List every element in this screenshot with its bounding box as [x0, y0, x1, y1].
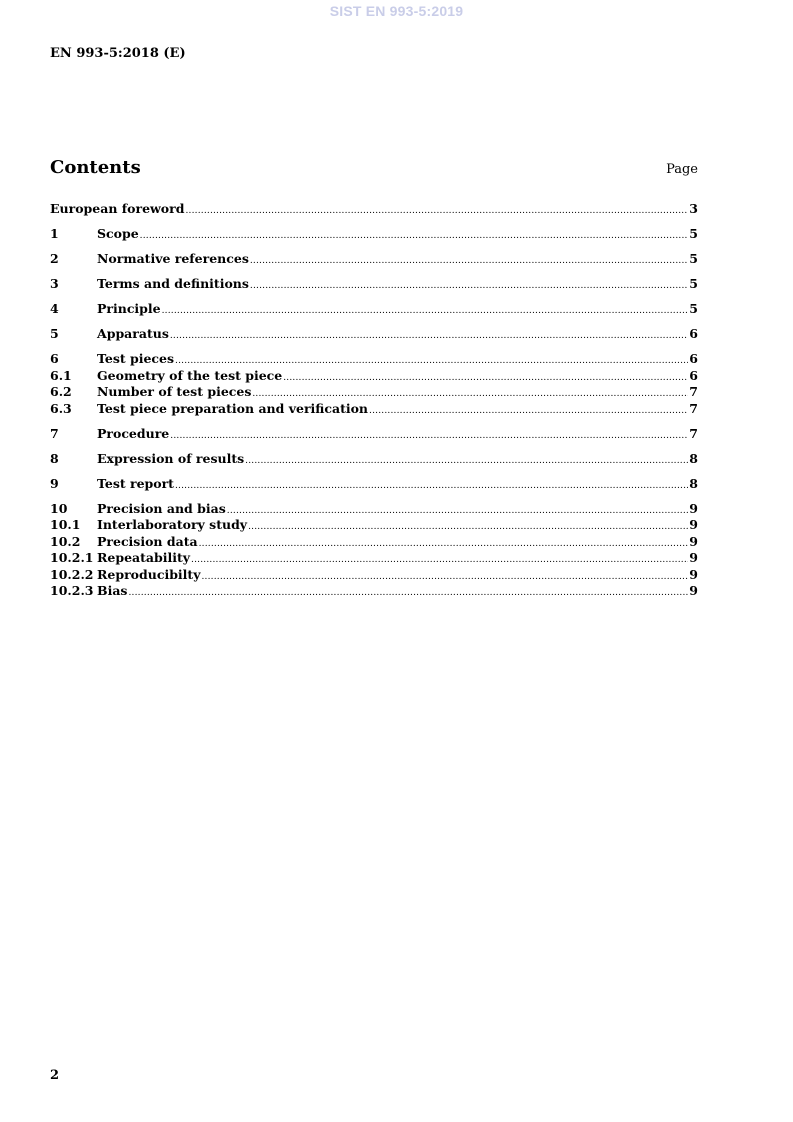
toc-leader-dots: [199, 536, 689, 553]
document-id: EN 993-5:2018 (E): [50, 46, 186, 61]
watermark: SIST EN 993-5:2019: [329, 3, 464, 19]
toc-entry-title: Principle: [97, 301, 161, 316]
toc-entry-number: 9: [50, 475, 59, 491]
toc-entry-page: 5: [689, 226, 698, 241]
toc-entry-precision-data[interactable]: [50, 534, 698, 551]
toc-entry-apparatus[interactable]: [50, 326, 698, 343]
page-column-label: Page: [666, 162, 698, 177]
contents-title: Contents: [50, 157, 141, 178]
toc-entry-geometry[interactable]: [50, 368, 698, 385]
toc-entry-title: Test pieces: [97, 351, 175, 366]
toc-entry-title: Bias: [97, 583, 128, 598]
toc-entry-title: Number of test pieces: [97, 384, 252, 399]
toc-entry-title: Repeatability: [97, 550, 191, 565]
page-number: 2: [50, 1068, 60, 1083]
toc-entry-number: 10.1: [50, 517, 81, 532]
toc-entry-number: 1: [50, 226, 59, 241]
toc-leader-dots: [245, 453, 688, 470]
toc-entry-page: 9: [689, 550, 698, 565]
toc-entry-title: Expression of results: [97, 450, 245, 466]
toc-entry-number: 5: [50, 326, 59, 341]
toc-entry-title: Geometry of the test piece: [97, 367, 283, 383]
toc-leader-dots: [128, 585, 688, 602]
toc-leader-dots: [250, 278, 688, 295]
toc-entry-title: European foreword: [50, 201, 185, 216]
toc-entry-number: 10.2: [50, 533, 81, 549]
toc-entry-page: 7: [689, 384, 698, 399]
toc-entry-number: 3: [50, 276, 59, 291]
toc-entry-number: 7: [50, 425, 59, 441]
toc-leader-dots: [248, 519, 688, 536]
toc-entry-normative-references[interactable]: [50, 251, 698, 268]
toc-entry-page: 9: [689, 566, 698, 582]
toc-entry-title: Precision data: [97, 533, 198, 549]
toc-entry-bias[interactable]: [50, 583, 698, 600]
toc-entry-page: 5: [689, 276, 698, 291]
toc-entry-title: Test piece preparation and verification: [97, 400, 369, 416]
toc-entry-page: 3: [689, 201, 698, 216]
toc-entry-title: Interlaboratory study: [97, 517, 248, 532]
toc-entry-number: 2: [50, 251, 59, 266]
toc-leader-dots: [175, 478, 688, 495]
toc-entry-title: Normative references: [97, 251, 249, 266]
toc-entry-number: 10.2.3: [50, 583, 94, 598]
toc-entry-number: 4: [50, 301, 59, 316]
toc-entry-terms-and-definitions[interactable]: [50, 276, 698, 293]
toc-leader-dots: [369, 403, 688, 420]
toc-entry-page: 8: [689, 475, 698, 491]
toc-entry-page: 9: [689, 500, 698, 516]
toc-entry-page: 6: [689, 326, 698, 341]
toc-entry-number: 6.3: [50, 400, 72, 416]
table-of-contents: [50, 201, 698, 600]
toc-entry-page: 8: [689, 450, 698, 466]
toc-entry-number: 10.2.1: [50, 550, 94, 565]
toc-leader-dots: [170, 428, 688, 445]
toc-entry-title: Precision and bias: [97, 500, 226, 516]
toc-entry-interlaboratory-study[interactable]: [50, 517, 698, 534]
toc-entry-number-of-test-pieces[interactable]: [50, 384, 698, 401]
toc-leader-dots: [191, 552, 688, 569]
toc-leader-dots: [227, 503, 689, 520]
toc-entry-title: Scope: [97, 226, 139, 241]
toc-entry-page: 7: [689, 400, 698, 416]
toc-leader-dots: [201, 569, 688, 586]
toc-leader-dots: [185, 203, 688, 220]
toc-entry-page: 9: [689, 517, 698, 532]
toc-leader-dots: [283, 370, 688, 387]
toc-entry-title: Apparatus: [97, 326, 169, 341]
toc-entry-reproducibility[interactable]: [50, 567, 698, 584]
toc-entry-number: 6: [50, 351, 59, 366]
toc-entry-page: 5: [689, 301, 698, 316]
toc-entry-title: Reproducibilty: [97, 566, 201, 582]
toc-entry-number: 6.1: [50, 367, 72, 383]
toc-entry-page: 6: [689, 367, 698, 383]
toc-leader-dots: [170, 328, 688, 345]
toc-entry-foreword[interactable]: [50, 201, 698, 218]
toc-leader-dots: [162, 303, 689, 320]
toc-entry-page: 7: [689, 425, 698, 441]
toc-entry-principle[interactable]: [50, 301, 698, 318]
toc-entry-test-pieces[interactable]: [50, 351, 698, 368]
toc-leader-dots: [250, 253, 688, 270]
toc-entry-repeatability[interactable]: [50, 550, 698, 567]
toc-entry-title: Terms and definitions: [97, 276, 249, 291]
toc-entry-expression-of-results[interactable]: [50, 451, 698, 468]
toc-entry-page: 9: [689, 583, 698, 598]
toc-entry-number: 10.2.2: [50, 566, 94, 582]
toc-entry-number: 8: [50, 450, 59, 466]
toc-entry-scope[interactable]: [50, 226, 698, 243]
toc-entry-number: 6.2: [50, 384, 72, 399]
toc-entry-page: 9: [689, 533, 698, 549]
toc-entry-test-report[interactable]: [50, 476, 698, 493]
toc-entry-title: Test report: [97, 475, 174, 491]
toc-entry-procedure[interactable]: [50, 426, 698, 443]
toc-entry-page: 6: [689, 351, 698, 366]
toc-entry-page: 5: [689, 251, 698, 266]
toc-entry-number: 10: [50, 500, 68, 516]
toc-entry-title: Procedure: [97, 425, 170, 441]
toc-leader-dots: [140, 228, 689, 245]
toc-entry-preparation[interactable]: [50, 401, 698, 418]
toc-entry-precision-and-bias[interactable]: [50, 501, 698, 518]
